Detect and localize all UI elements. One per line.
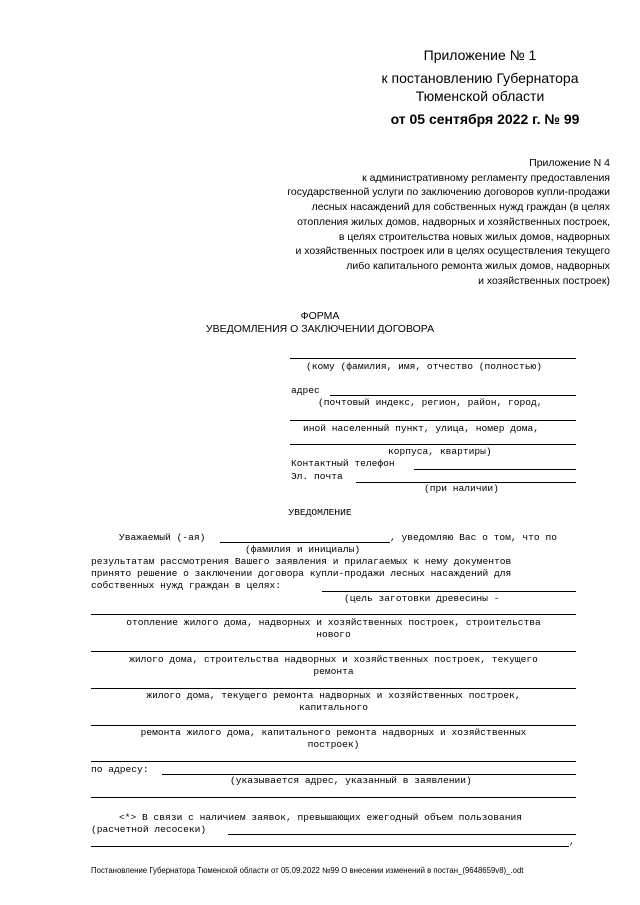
recipient-address-label: адрес [291,385,320,396]
form-title-line-2: УВЕДОМЛЕНИЯ О ЗАКЛЮЧЕНИИ ДОГОВОРА [205,323,435,335]
notice-option-2b: ремонта [313,666,354,677]
notice-greeting-tail: , уведомляю Вас о том, что по [390,532,557,543]
notice-option-3a: жилого дома, текущего ремонта надворных и хозяйственных построек, [146,690,521,701]
notice-option-line-5 [91,761,576,762]
header-line-4: от 05 сентября 2022 г. № 99 [390,111,580,127]
notice-name-line [220,542,390,543]
notice-footnote-line-2: (расчетной лесосеки) [91,824,207,835]
recipient-address-hint-2: иной населенный пункт, улица, номер дома, [303,423,540,434]
recipient-address-line-2 [290,420,576,421]
notice-option-4a: ремонта жилого дома, капитального ремонта надворных и хозяйственных [140,727,527,738]
notice-footnote-line-1: <*> В связи с наличием заявок, превышающих ежегодный объем пользования [119,812,523,823]
appendix-line: лесных насаждений для собственных нужд граждан (в целях [311,201,610,214]
notice-option-line-4 [91,725,576,726]
recipient-phone-label: Контактный телефон [291,458,395,469]
notice-purpose-line [322,591,576,592]
appendix-block [200,156,610,288]
notice-option-line-2 [91,651,576,652]
header-line-3: Тюменской области [415,88,545,104]
notice-name-hint: (фамилия и инициалы) [245,544,361,555]
notice-option-1a: отопление жилого дома, надворных и хозяйственных построек, строительства [126,617,541,628]
notice-title: УВЕДОМЛЕНИЕ [288,507,352,518]
notice-address-line-2 [91,797,576,798]
header-line-1: Приложение № 1 [423,47,537,63]
notice-address-label: по адресу: [91,764,149,775]
notice-address-hint: (указывается адрес, указанный в заявлении) [230,775,472,786]
appendix-line: и хозяйственных построек или в целях осуществления текущего [295,245,610,258]
notice-body-line-2: принято решение о заключении договора купли-продажи лесных насаждений для [91,568,512,579]
notice-option-4b: построек) [307,739,360,750]
appendix-line: государственной услуги по заключению договоров купли-продажи [287,186,610,199]
form-title-line-1: ФОРМА [300,310,340,322]
appendix-line: к административному регламенту предоставления [362,171,610,184]
recipient-address-hint-1: (почтовый индекс, регион, район, город, [318,397,543,408]
notice-purpose-hint: (цель заготовки древесины - [344,593,500,604]
notice-greeting: Уважаемый (-ая) [119,532,206,543]
recipient-address-line [330,395,576,396]
notice-footnote-end: , [569,836,575,847]
recipient-name-line [290,358,576,359]
recipient-name-hint: (кому (фамилия, имя, отчество (полностью) [306,361,543,372]
notice-footnote-line-2-rule [91,846,569,847]
notice-option-line-1 [91,614,576,615]
recipient-address-line-3 [290,444,576,445]
notice-body-line-3: собственных нужд граждан в целях: [91,580,281,591]
notice-body-line-1: результатам рассмотрения Вашего заявления и прилагаемых к нему документов [91,556,512,567]
recipient-email-label: Эл. почта [291,471,343,482]
recipient-email-hint: (при наличии) [424,483,499,494]
notice-option-line-3 [91,688,576,689]
appendix-line: либо капитального ремонта жилых домов, надворных [346,259,610,272]
recipient-address-hint-3: корпуса, квартиры) [388,446,492,457]
appendix-line: Приложение N 4 [529,157,610,169]
notice-footnote-line [228,834,576,835]
header-line-2: к постановлению Губернатора [381,70,579,86]
appendix-line: отопления жилых домов, надворных и хозяйственных построек, [297,215,610,228]
notice-option-1b: нового [316,629,351,640]
appendix-line: в целях строительства новых жилых домов, надворных [338,230,610,243]
notice-option-3b: капитального [298,702,369,713]
document-footer: Постановление Губернатора Тюменской области от 05.09.2022 №99 О внесении изменений в постан_(9648659v8)_.odt [91,866,524,875]
appendix-line: и хозяйственных построек) [478,274,610,287]
recipient-phone-line [414,469,576,470]
notice-option-2a: жилого дома, строительства надворных и хозяйственных построек, текущего [129,654,538,665]
